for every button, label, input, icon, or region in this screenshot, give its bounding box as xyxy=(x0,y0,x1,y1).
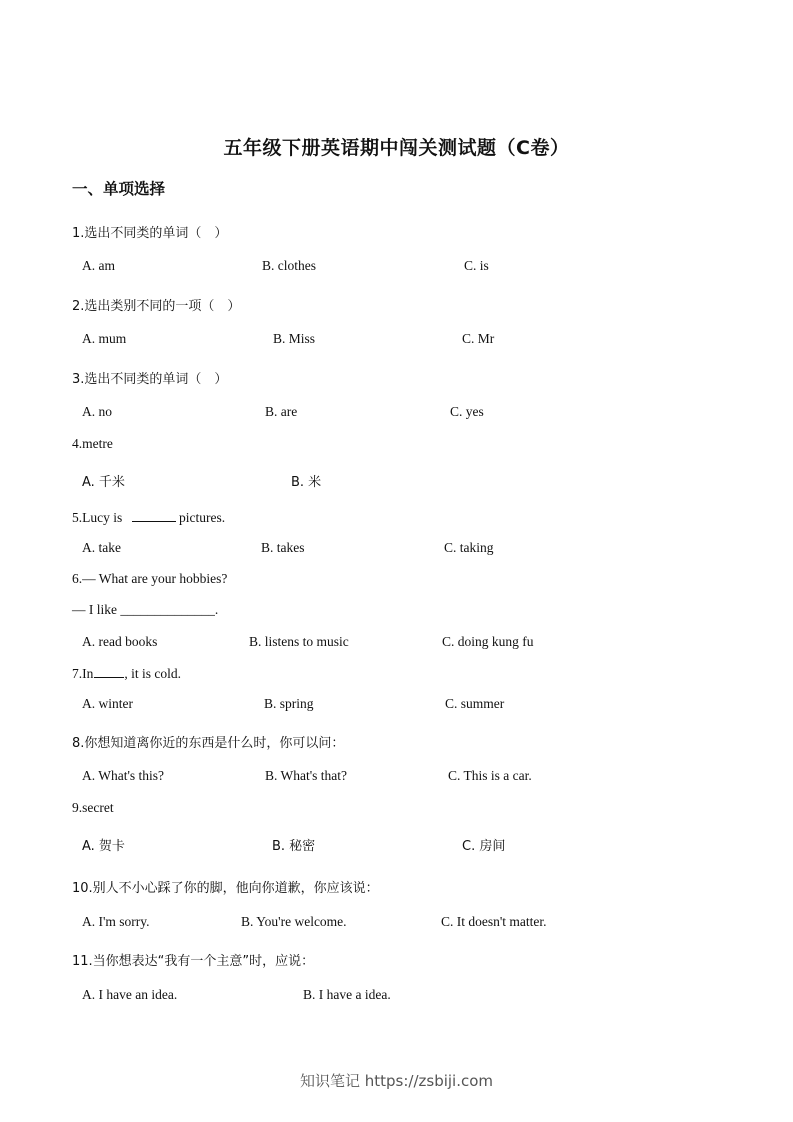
question-8-option-b[interactable]: B. What's that? xyxy=(265,768,348,783)
question-8-stem: 8.你想知道离你近的东西是什么时，你可以问： xyxy=(72,736,345,751)
question-6-option-a[interactable]: A. read books xyxy=(82,634,158,649)
question-7-option-b[interactable]: B. spring xyxy=(264,696,314,711)
question-7-stem-end: , it is cold. xyxy=(124,666,181,681)
question-3-option-b[interactable]: B. are xyxy=(265,404,298,419)
question-11-option-b[interactable]: B. I have a idea. xyxy=(303,987,391,1002)
question-5-stem xyxy=(72,509,225,526)
question-5-stem-start: 5.Lucy is xyxy=(72,510,126,525)
question-2-option-c[interactable]: C. Mr xyxy=(462,331,495,346)
question-10-option-c[interactable]: C. It doesn't matter. xyxy=(441,914,547,929)
question-7-stem-start: 7.In xyxy=(72,666,94,681)
question-5-option-b[interactable]: B. takes xyxy=(261,540,305,555)
question-1-option-a[interactable]: A. am xyxy=(82,258,115,273)
question-8-option-c[interactable]: C. This is a car. xyxy=(448,768,532,783)
question-4-option-b[interactable]: B. 米 xyxy=(291,475,322,490)
question-2-option-b[interactable]: B. Miss xyxy=(273,331,316,346)
question-1-stem: 1.选出不同类的单词（ ） xyxy=(72,226,228,241)
question-2-stem: 2.选出类别不同的一项（ ） xyxy=(72,299,241,314)
question-6-option-c[interactable]: C. doing kung fu xyxy=(442,634,534,649)
question-9-stem: 9.secret xyxy=(72,800,114,815)
answer-blank[interactable] xyxy=(132,509,176,522)
question-6-option-b[interactable]: B. listens to music xyxy=(249,634,349,649)
question-7-stem xyxy=(72,665,181,682)
question-9-option-b[interactable]: B. 秘密 xyxy=(272,839,316,854)
question-4-option-a[interactable]: A. 千米 xyxy=(82,475,125,490)
question-11-option-a[interactable]: A. I have an idea. xyxy=(82,987,178,1002)
question-6-answer-line: — I like ______________. xyxy=(72,602,219,617)
question-11-stem: 11.当你想表达“我有一个主意”时，应说： xyxy=(72,954,315,969)
question-3-option-c[interactable]: C. yes xyxy=(450,404,484,419)
question-8-option-a[interactable]: A. What's this? xyxy=(82,768,165,783)
question-9-option-c[interactable]: C. 房间 xyxy=(462,839,506,854)
question-10-option-b[interactable]: B. You're welcome. xyxy=(241,914,347,929)
question-10-stem: 10.别人不小心踩了你的脚，他向你道歉，你应该说： xyxy=(72,881,379,896)
question-1-option-b[interactable]: B. clothes xyxy=(262,258,316,273)
question-9-option-a[interactable]: A. 贺卡 xyxy=(82,839,125,854)
question-3-option-a[interactable]: A. no xyxy=(82,404,112,419)
question-2-option-a[interactable]: A. mum xyxy=(82,331,127,346)
page-title: 五年级下册英语期中闯关测试题（C卷） xyxy=(223,137,570,159)
section-heading: 一、单项选择 xyxy=(72,180,166,198)
question-6-stem: 6.— What are your hobbies? xyxy=(72,571,228,586)
question-5-option-c[interactable]: C. taking xyxy=(444,540,494,555)
question-7-option-a[interactable]: A. winter xyxy=(82,696,133,711)
question-1-option-c[interactable]: C. is xyxy=(464,258,489,273)
footer-watermark: 知识笔记 https://zsbiji.com xyxy=(299,1072,494,1090)
question-5-stem-end: pictures. xyxy=(175,510,226,525)
question-3-stem: 3.选出不同类的单词（ ） xyxy=(72,372,228,387)
question-4-stem: 4.metre xyxy=(72,436,113,451)
question-7-option-c[interactable]: C. summer xyxy=(445,696,505,711)
question-5-option-a[interactable]: A. take xyxy=(82,540,121,555)
question-10-option-a[interactable]: A. I'm sorry. xyxy=(82,914,150,929)
answer-blank[interactable] xyxy=(94,665,124,678)
